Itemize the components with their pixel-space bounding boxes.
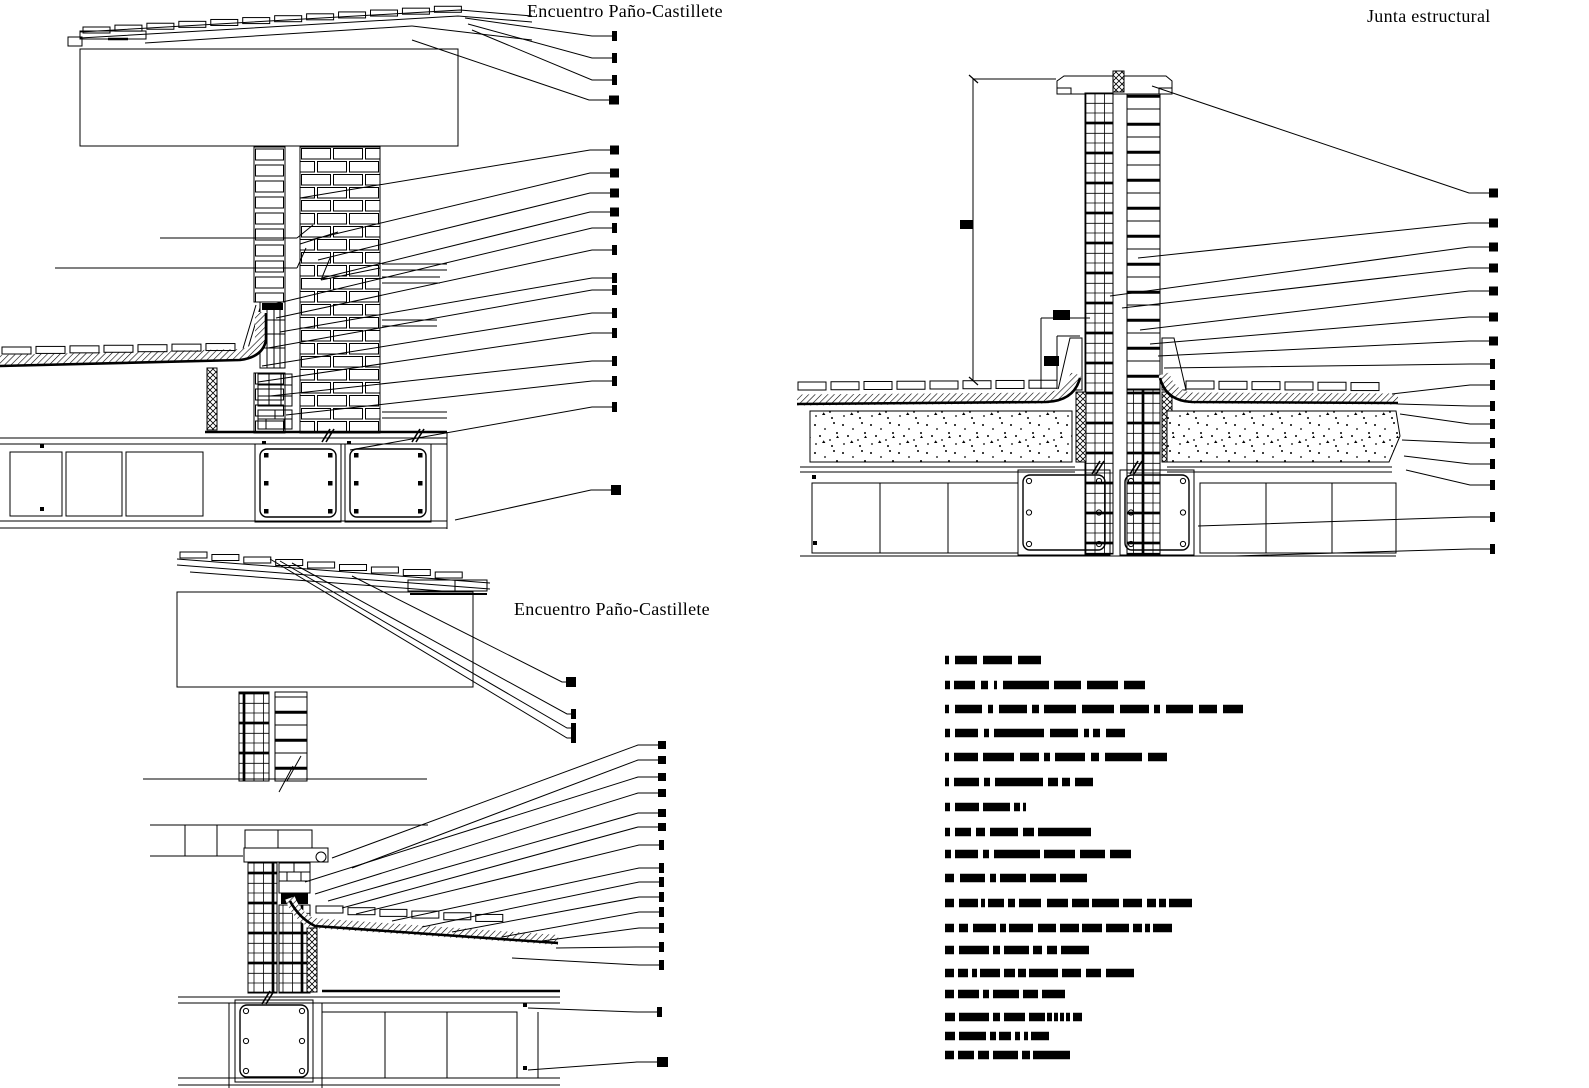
legend-bar <box>1154 705 1160 714</box>
legend-bar <box>945 803 950 812</box>
legend-bar <box>980 969 1000 978</box>
title-top-left: Encuentro Paño-Castillete <box>527 1 723 21</box>
callout-marker <box>658 789 666 797</box>
callout-marker <box>610 208 619 217</box>
callout-marker <box>659 907 664 917</box>
callout-marker <box>612 53 617 63</box>
legend-bar <box>1087 681 1118 690</box>
legend-bar <box>1020 753 1039 762</box>
legend-bar <box>1223 705 1243 714</box>
legend-bar <box>978 1051 989 1060</box>
legend-bar <box>1031 1032 1049 1041</box>
legend-bar <box>945 899 954 908</box>
leader-line <box>472 30 612 80</box>
legend-bar <box>994 729 1044 738</box>
legend-bar <box>973 924 996 933</box>
callout-marker <box>1489 287 1498 296</box>
legend-bar <box>1062 778 1070 787</box>
legend-bar <box>955 705 982 714</box>
callout-marker <box>658 741 666 749</box>
leader-line <box>1198 517 1490 526</box>
legend-bar <box>1048 778 1058 787</box>
legend-bar <box>954 681 975 690</box>
callout-marker <box>612 75 617 85</box>
legend-bar <box>955 850 978 859</box>
legend-bar <box>1029 969 1058 978</box>
legend-bar <box>1047 1013 1052 1022</box>
legend-bar <box>983 990 989 999</box>
legend-bar <box>945 828 950 837</box>
dimension-marker <box>960 220 973 229</box>
legend-bar <box>993 1013 1000 1022</box>
legend-bar <box>1044 753 1050 762</box>
legend-bar <box>990 874 996 883</box>
legend-bar <box>1073 1013 1082 1022</box>
legend-bar <box>995 778 1043 787</box>
legend-bar <box>1038 828 1091 837</box>
legend-bar <box>1042 990 1065 999</box>
leader-line <box>1398 404 1490 406</box>
leader-line <box>1110 247 1489 296</box>
leader-line <box>1152 86 1489 193</box>
legend-bar <box>1066 1013 1070 1022</box>
leader-line <box>392 868 659 921</box>
legend-bar <box>1082 924 1102 933</box>
legend-bar <box>1004 946 1029 955</box>
legend-bar <box>1106 924 1129 933</box>
legend-bar <box>1062 969 1081 978</box>
callout-marker <box>1489 219 1498 228</box>
callout-marker <box>571 723 576 733</box>
callout-marker <box>610 146 619 155</box>
legend-bar <box>1092 899 1119 908</box>
legend-bar <box>981 899 985 908</box>
callout-marker <box>658 809 666 817</box>
callout-marker <box>659 863 664 873</box>
callout-marker <box>612 328 617 338</box>
legend-bar <box>1014 803 1020 812</box>
leader-line <box>1138 223 1489 258</box>
callout-markers <box>258 18 1498 1070</box>
legend-bar <box>960 874 985 883</box>
dimension-marker <box>1053 310 1070 320</box>
legend-bar <box>1084 729 1089 738</box>
legend-bar <box>1060 874 1087 883</box>
legend-bar <box>1106 729 1125 738</box>
legend-bar <box>994 681 997 690</box>
leader-line <box>1122 268 1489 308</box>
legend-bar <box>999 1032 1011 1041</box>
callout-marker <box>571 733 576 743</box>
leader-line <box>332 745 658 858</box>
legend-bar <box>1080 850 1105 859</box>
leader-line <box>542 928 659 941</box>
legend-bar <box>1047 899 1068 908</box>
dimension-marker <box>1044 356 1059 366</box>
callout-marker <box>659 892 664 902</box>
leader-line <box>315 793 658 894</box>
callout-marker <box>658 756 666 764</box>
legend-bar <box>1082 705 1114 714</box>
legend-redacted-text <box>945 656 1243 1060</box>
legend-bar <box>945 1051 954 1060</box>
legend-bar <box>945 778 949 787</box>
legend-bar <box>988 899 1004 908</box>
legend-bar <box>1023 828 1034 837</box>
callout-marker <box>657 1007 662 1017</box>
legend-bar <box>1050 729 1078 738</box>
legend-bar <box>954 778 979 787</box>
callout-marker <box>611 485 621 495</box>
legend-bar <box>1169 899 1192 908</box>
leader-line <box>1150 317 1489 344</box>
leader-line <box>270 559 571 738</box>
legend-bar <box>954 753 978 762</box>
legend-bar <box>1147 899 1156 908</box>
legend-bar <box>1000 924 1006 933</box>
legend-bar <box>983 656 1012 665</box>
legend-bar <box>955 729 978 738</box>
leader-line <box>342 827 658 908</box>
legend-bar <box>1054 1013 1058 1022</box>
legend-bar <box>945 1032 955 1041</box>
leader-line <box>1404 456 1490 464</box>
callout-marker <box>1489 243 1498 252</box>
legend-bar <box>945 705 949 714</box>
title-top-right: Junta estructural <box>1367 6 1491 26</box>
callout-marker <box>571 709 576 719</box>
callout-marker <box>1489 337 1498 346</box>
legend-bar <box>1075 778 1093 787</box>
callout-marker <box>1490 459 1495 469</box>
legend-bar <box>945 990 954 999</box>
legend-bar <box>1106 969 1134 978</box>
callout-marker <box>659 877 664 887</box>
legend-bar <box>983 753 1014 762</box>
legend-bar <box>1004 1013 1025 1022</box>
legend-bar <box>958 1051 974 1060</box>
leader-line <box>1140 291 1489 330</box>
legend-bar <box>1145 924 1150 933</box>
legend-bar <box>955 803 979 812</box>
legend-bar <box>993 990 1019 999</box>
callout-marker <box>1489 313 1498 322</box>
legend-bar <box>945 850 951 859</box>
callout-marker <box>1490 419 1495 429</box>
legend-bar <box>984 729 989 738</box>
legend-bar <box>1033 1051 1070 1060</box>
detail-junta-estructural <box>797 71 1400 556</box>
callout-marker <box>566 677 576 687</box>
callout-marker <box>659 840 664 850</box>
legend-bar <box>981 681 988 690</box>
legend-bar <box>959 1013 989 1022</box>
callout-marker <box>1490 438 1495 448</box>
legend-bar <box>983 850 989 859</box>
callout-marker <box>1490 512 1495 522</box>
legend-bar <box>990 828 1018 837</box>
legend-bar <box>945 1013 955 1022</box>
callout-marker <box>1490 359 1495 369</box>
legend-bar <box>993 946 1000 955</box>
leader-line <box>1158 341 1489 356</box>
callout-marker <box>612 223 617 233</box>
legend-bar <box>1105 753 1142 762</box>
leader-line <box>455 490 611 520</box>
legend-bar <box>1022 1051 1030 1060</box>
dimension-markers <box>960 220 1070 366</box>
legend-bar <box>959 946 989 955</box>
legend-bar <box>990 1032 996 1041</box>
detail-encuentro-top <box>0 6 532 529</box>
callout-marker <box>658 773 666 781</box>
legend-bar <box>1199 705 1217 714</box>
legend-bar <box>976 828 985 837</box>
legend-bar <box>959 899 978 908</box>
legend-bar <box>945 924 954 933</box>
callout-marker <box>1490 480 1495 490</box>
legend-bar <box>983 803 1010 812</box>
leader-line <box>1406 470 1490 485</box>
callout-marker <box>612 31 617 41</box>
callout-marker <box>1489 189 1498 198</box>
legend-bar <box>1008 899 1015 908</box>
leader-line <box>280 561 571 728</box>
legend-bar <box>1047 946 1057 955</box>
legend-bar <box>1024 1032 1028 1041</box>
callout-marker <box>612 285 617 295</box>
legend-bar <box>1133 924 1142 933</box>
legend-bar <box>1120 705 1149 714</box>
legend-bar <box>1033 946 1042 955</box>
legend-bar <box>1166 705 1193 714</box>
legend-bar <box>1018 969 1026 978</box>
legend-bar <box>1060 924 1079 933</box>
callout-marker <box>658 823 666 831</box>
legend-bar <box>1044 850 1075 859</box>
callout-marker <box>610 189 619 198</box>
callout-marker <box>1490 544 1495 554</box>
title-bottom-left: Encuentro Paño-Castillete <box>514 599 710 619</box>
detail-encuentro-bottom <box>143 552 560 1088</box>
legend-bar <box>958 990 979 999</box>
legend-bar <box>945 681 950 690</box>
legend-bar <box>1018 656 1041 665</box>
legend-bar <box>1023 803 1026 812</box>
legend-bar <box>1054 681 1081 690</box>
legend-bar <box>1044 705 1076 714</box>
legend-bar <box>1003 681 1049 690</box>
legend-bar <box>1038 924 1056 933</box>
leader-line <box>528 1008 657 1012</box>
legend-bar <box>945 874 954 883</box>
callout-marker <box>612 308 617 318</box>
legend-bar <box>959 1032 986 1041</box>
legend-bar <box>1009 924 1033 933</box>
legend-bar <box>1091 753 1099 762</box>
legend-bar <box>1110 850 1131 859</box>
callout-marker <box>659 923 664 933</box>
legend-bar <box>1004 969 1015 978</box>
legend-bar <box>1123 899 1142 908</box>
legend-bar <box>988 705 993 714</box>
callout-marker <box>609 96 619 105</box>
callout-marker <box>612 402 617 412</box>
callout-marker <box>1490 401 1495 411</box>
legend-bar <box>1019 899 1041 908</box>
legend-bar <box>945 969 954 978</box>
callout-marker <box>612 376 617 386</box>
legend-bar <box>945 946 954 955</box>
legend-bar <box>1061 946 1089 955</box>
leader-line <box>556 947 659 948</box>
legend-bar <box>955 656 977 665</box>
leader-line <box>292 563 571 714</box>
leader-line <box>1402 440 1490 443</box>
legend-bar <box>1159 899 1166 908</box>
legend-bar <box>1029 1013 1045 1022</box>
legend-bar <box>1093 729 1100 738</box>
leader-line <box>1400 414 1490 424</box>
legend-bar <box>984 778 990 787</box>
legend-bar <box>959 924 968 933</box>
legend-bar <box>1055 753 1085 762</box>
callout-marker <box>1489 264 1498 273</box>
legend-bar <box>993 1051 1018 1060</box>
legend-bar <box>955 828 971 837</box>
legend-bar <box>1086 969 1101 978</box>
callout-marker <box>610 169 619 178</box>
legend-bar <box>945 753 949 762</box>
callout-marker <box>659 942 664 952</box>
callout-marker <box>1490 380 1495 390</box>
legend-bar <box>1030 874 1056 883</box>
legend-bar <box>972 969 977 978</box>
legend-bar <box>1148 753 1167 762</box>
legend-bar <box>999 705 1027 714</box>
callout-marker <box>612 245 617 255</box>
leader-line <box>1164 364 1490 368</box>
callout-marker <box>657 1057 668 1067</box>
leader-line <box>1392 385 1490 394</box>
legend-bar <box>994 850 1040 859</box>
legend-bar <box>1072 899 1089 908</box>
legend-bar <box>1032 705 1039 714</box>
callout-marker <box>612 356 617 366</box>
legend-bar <box>1060 1013 1064 1022</box>
callout-marker <box>612 273 617 283</box>
legend-bar <box>1023 990 1038 999</box>
callout-marker <box>659 960 664 970</box>
legend-bar <box>945 729 950 738</box>
leader-line <box>512 958 659 965</box>
legend-bar <box>1153 924 1172 933</box>
legend-bar <box>1015 1032 1020 1041</box>
leader-line <box>528 1062 657 1070</box>
legend-bar <box>1124 681 1145 690</box>
legend-bar <box>945 656 949 665</box>
legend-bar <box>958 969 968 978</box>
leader-line <box>328 813 658 901</box>
leader-line <box>356 845 659 914</box>
legend-bar <box>1000 874 1026 883</box>
